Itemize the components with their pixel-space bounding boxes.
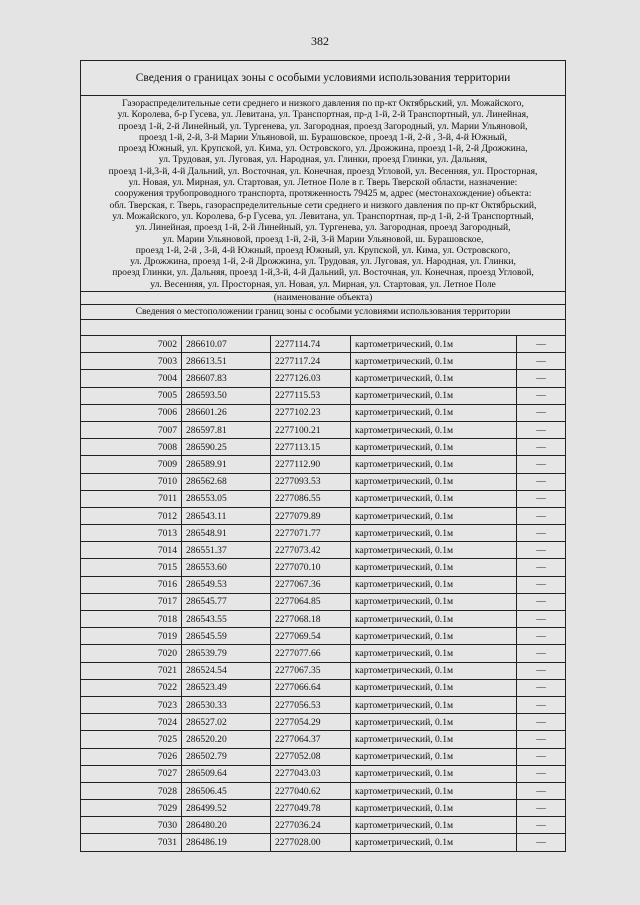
point-number-cell: 7008 [81,439,182,456]
x-coordinate-cell: 286499.52 [182,800,271,817]
y-coordinate-cell: 2277068.18 [271,611,351,628]
description-line: ул. Марии Ульяновой, проезд 1-й, 2-й, 3-й Марии Ульяновой, ш. Бурашовское, [162,233,484,245]
document-title: Сведения о границах зоны с особыми условиями использования территории [81,61,565,96]
description-cell: — [517,542,566,559]
description-line: проезд Южный, ул. Крупской, ул. Кима, ул. Островского, ул. Дрожжина, проезд 1-й, 2-й Дрожжина, [118,143,528,155]
table-row [81,370,565,387]
description-cell: — [517,387,566,404]
y-coordinate-cell: 2277071.77 [271,525,351,542]
point-number-cell: 7026 [81,748,182,765]
y-coordinate-cell: 2277073.42 [271,542,351,559]
y-coordinate-cell: 2277040.62 [271,782,351,799]
description-line: проезд 1-й, 2-й Линейный, ул. Тургенева, ул. Загородная, проезд Загородный, ул. Марии Ульяновой, [118,120,528,132]
description-cell: — [517,576,566,593]
x-coordinate-cell: 286486.19 [182,834,271,851]
point-number-cell: 7029 [81,800,182,817]
method-accuracy-cell: картометрический, 0.1м [351,834,517,851]
x-coordinate-cell: 286589.91 [182,456,271,473]
method-accuracy-cell: картометрический, 0.1м [351,593,517,610]
y-coordinate-cell: 2277086.55 [271,490,351,507]
point-number-cell: 7005 [81,387,182,404]
method-accuracy-cell: картометрический, 0.1м [351,370,517,387]
method-accuracy-cell: картометрический, 0.1м [351,679,517,696]
y-coordinate-cell: 2277093.53 [271,473,351,490]
description-cell: — [517,782,566,799]
y-coordinate-cell: 2277028.00 [271,834,351,851]
point-number-cell: 7002 [81,336,182,353]
description-cell: — [517,731,566,748]
description-cell: — [517,696,566,713]
y-coordinate-cell: 2277067.35 [271,662,351,679]
x-coordinate-cell: 286551.37 [182,542,271,559]
y-coordinate-cell: 2277049.78 [271,800,351,817]
point-number-cell: 7023 [81,696,182,713]
x-coordinate-cell: 286590.25 [182,439,271,456]
point-number-cell: 7014 [81,542,182,559]
x-coordinate-cell: 286545.59 [182,628,271,645]
page-number: 382 [311,34,329,48]
description-line: ул. Линейная, проезд 1-й, 2-й Линейный, ул. Тургенева, ул. Загородная, проезд Загородный, [135,222,511,234]
point-number-cell: 7003 [81,353,182,370]
description-cell: — [517,336,566,353]
description-cell: — [517,714,566,731]
x-coordinate-cell: 286543.55 [182,611,271,628]
table-row [81,765,565,782]
point-number-cell: 7027 [81,765,182,782]
zone-info-frame [80,60,566,852]
table-row [81,628,565,645]
coordinates-table-body [81,336,565,851]
x-coordinate-cell: 286527.02 [182,714,271,731]
description-line: сооружения трубопроводного транспорта, протяженность 79425 м, адрес (местонахождение) объекта: [114,188,532,200]
point-number-cell: 7011 [81,490,182,507]
y-coordinate-cell: 2277069.54 [271,628,351,645]
y-coordinate-cell: 2277052.08 [271,748,351,765]
object-name-caption: (наименование объекта) [81,292,565,305]
x-coordinate-cell: 286520.20 [182,731,271,748]
description-line: обл. Тверская, г. Тверь, газораспределительные сети среднего и низкого давления по пр-кт Октябрьский, [109,199,537,211]
table-row [81,800,565,817]
method-accuracy-cell: картометрический, 0.1м [351,353,517,370]
point-number-cell: 7009 [81,456,182,473]
table-row [81,576,565,593]
description-line: ул. Дрожжина, проезд 1-й, 2-й Дрожжина, ул. Трудовая, ул. Луговая, ул. Народная, ул. Глинки, [130,256,516,268]
y-coordinate-cell: 2277126.03 [271,370,351,387]
point-number-cell: 7017 [81,593,182,610]
x-coordinate-cell: 286553.60 [182,559,271,576]
table-header-spacer [81,320,565,336]
method-accuracy-cell: картометрический, 0.1м [351,439,517,456]
x-coordinate-cell: 286607.83 [182,370,271,387]
point-number-cell: 7020 [81,645,182,662]
table-row [81,645,565,662]
y-coordinate-cell: 2277114.74 [271,336,351,353]
description-line: проезд Глинки, ул. Дальняя, проезд 1-й,3-й, 4-й Дальний, ул. Восточная, ул. Конечная, проезд Угловой, [112,267,534,279]
table-row [81,404,565,421]
description-cell: — [517,679,566,696]
description-line: ул. Новая, ул. Мирная, ул. Стартовая, ул. Летное Поле в г. Тверь Тверской области, назначение: [128,177,518,189]
y-coordinate-cell: 2277036.24 [271,817,351,834]
y-coordinate-cell: 2277043.03 [271,765,351,782]
method-accuracy-cell: картометрический, 0.1м [351,421,517,438]
description-cell: — [517,421,566,438]
table-row [81,748,565,765]
table-row [81,456,565,473]
x-coordinate-cell: 286509.64 [182,765,271,782]
table-row [81,611,565,628]
x-coordinate-cell: 286601.26 [182,404,271,421]
y-coordinate-cell: 2277117.24 [271,353,351,370]
object-description [81,96,565,292]
method-accuracy-cell: картометрический, 0.1м [351,576,517,593]
method-accuracy-cell: картометрический, 0.1м [351,662,517,679]
point-number-cell: 7007 [81,421,182,438]
x-coordinate-cell: 286480.20 [182,817,271,834]
description-line: ул. Можайского, ул. Королева, б-р Гусева, ул. Левитана, ул. Транспортная, пр-д 1-й, 2-й Транспортный, [112,210,534,222]
description-cell: — [517,628,566,645]
table-row [81,490,565,507]
y-coordinate-cell: 2277056.53 [271,696,351,713]
point-number-cell: 7028 [81,782,182,799]
x-coordinate-cell: 286524.54 [182,662,271,679]
y-coordinate-cell: 2277113.15 [271,439,351,456]
method-accuracy-cell: картометрический, 0.1м [351,817,517,834]
method-accuracy-cell: картометрический, 0.1м [351,456,517,473]
point-number-cell: 7018 [81,611,182,628]
y-coordinate-cell: 2277100.21 [271,421,351,438]
method-accuracy-cell: картометрический, 0.1м [351,387,517,404]
x-coordinate-cell: 286543.11 [182,507,271,524]
description-line: проезд 1-й, 2-й , 3-й, 4-й Южный, проезд Южный, ул. Крупской, ул. Кима, ул. Островского, [135,244,511,256]
table-row [81,336,565,353]
method-accuracy-cell: картометрический, 0.1м [351,696,517,713]
description-line: ул. Весенняя, ул. Просторная, ул. Новая, ул. Мирная, ул. Стартовая, ул. Летное Поле [150,278,496,290]
y-coordinate-cell: 2277066.64 [271,679,351,696]
table-row [81,439,565,456]
description-cell: — [517,834,566,851]
description-cell: — [517,404,566,421]
description-cell: — [517,490,566,507]
point-number-cell: 7016 [81,576,182,593]
x-coordinate-cell: 286553.05 [182,490,271,507]
table-row [81,559,565,576]
table-row [81,817,565,834]
table-row [81,679,565,696]
y-coordinate-cell: 2277070.10 [271,559,351,576]
description-cell: — [517,817,566,834]
method-accuracy-cell: картометрический, 0.1м [351,542,517,559]
description-cell: — [517,525,566,542]
table-row [81,834,565,851]
method-accuracy-cell: картометрический, 0.1м [351,645,517,662]
y-coordinate-cell: 2277054.29 [271,714,351,731]
description-cell: — [517,353,566,370]
description-cell: — [517,593,566,610]
method-accuracy-cell: картометрический, 0.1м [351,559,517,576]
method-accuracy-cell: картометрический, 0.1м [351,714,517,731]
description-line: ул. Королева, б-р Гусева, ул. Левитана, ул. Транспортная, пр-д 1-й, 2-й Транспортный, ул. Линейная, [117,109,529,121]
method-accuracy-cell: картометрический, 0.1м [351,765,517,782]
x-coordinate-cell: 286549.53 [182,576,271,593]
table-row [81,525,565,542]
description-cell: — [517,645,566,662]
x-coordinate-cell: 286506.45 [182,782,271,799]
method-accuracy-cell: картометрический, 0.1м [351,336,517,353]
x-coordinate-cell: 286545.77 [182,593,271,610]
method-accuracy-cell: картометрический, 0.1м [351,525,517,542]
point-number-cell: 7015 [81,559,182,576]
point-number-cell: 7030 [81,817,182,834]
point-number-cell: 7010 [81,473,182,490]
table-row [81,507,565,524]
description-cell: — [517,370,566,387]
description-cell: — [517,765,566,782]
location-section-header: Сведения о местоположении границ зоны с особыми условиями использования территории [81,305,565,320]
description-cell: — [517,748,566,765]
description-cell: — [517,473,566,490]
x-coordinate-cell: 286613.51 [182,353,271,370]
point-number-cell: 7031 [81,834,182,851]
description-cell: — [517,800,566,817]
y-coordinate-cell: 2277064.85 [271,593,351,610]
x-coordinate-cell: 286548.91 [182,525,271,542]
point-number-cell: 7012 [81,507,182,524]
table-row [81,542,565,559]
table-row [81,714,565,731]
x-coordinate-cell: 286562.68 [182,473,271,490]
method-accuracy-cell: картометрический, 0.1м [351,473,517,490]
description-cell: — [517,559,566,576]
description-cell: — [517,456,566,473]
point-number-cell: 7013 [81,525,182,542]
x-coordinate-cell: 286610.07 [182,336,271,353]
x-coordinate-cell: 286593.50 [182,387,271,404]
point-number-cell: 7019 [81,628,182,645]
x-coordinate-cell: 286539.79 [182,645,271,662]
description-line: проезд 1-й,3-й, 4-й Дальний, ул. Восточная, ул. Конечная, проезд Угловой, ул. Весенняя, ул. Просторная, [108,165,538,177]
x-coordinate-cell: 286502.79 [182,748,271,765]
y-coordinate-cell: 2277064.37 [271,731,351,748]
table-row [81,782,565,799]
description-cell: — [517,611,566,628]
table-row [81,353,565,370]
description-cell: — [517,439,566,456]
method-accuracy-cell: картометрический, 0.1м [351,800,517,817]
table-row [81,662,565,679]
method-accuracy-cell: картометрический, 0.1м [351,404,517,421]
y-coordinate-cell: 2277115.53 [271,387,351,404]
point-number-cell: 7021 [81,662,182,679]
table-row [81,421,565,438]
point-number-cell: 7006 [81,404,182,421]
description-line: ул. Трудовая, ул. Луговая, ул. Народная, ул. Глинки, проезд Глинки, ул. Дальняя, [158,154,488,166]
method-accuracy-cell: картометрический, 0.1м [351,628,517,645]
y-coordinate-cell: 2277077.66 [271,645,351,662]
coordinates-table [81,336,565,851]
method-accuracy-cell: картометрический, 0.1м [351,782,517,799]
point-number-cell: 7024 [81,714,182,731]
table-row [81,473,565,490]
y-coordinate-cell: 2277079.89 [271,507,351,524]
table-row [81,731,565,748]
table-row [81,696,565,713]
point-number-cell: 7025 [81,731,182,748]
method-accuracy-cell: картометрический, 0.1м [351,490,517,507]
table-row [81,593,565,610]
method-accuracy-cell: картометрический, 0.1м [351,611,517,628]
x-coordinate-cell: 286523.49 [182,679,271,696]
x-coordinate-cell: 286597.81 [182,421,271,438]
method-accuracy-cell: картометрический, 0.1м [351,507,517,524]
y-coordinate-cell: 2277112.90 [271,456,351,473]
x-coordinate-cell: 286530.33 [182,696,271,713]
method-accuracy-cell: картометрический, 0.1м [351,731,517,748]
y-coordinate-cell: 2277102.23 [271,404,351,421]
description-line: Газораспределительные сети среднего и низкого давления по пр-кт Октябрьский, ул. Можайского, [122,98,524,109]
description-cell: — [517,662,566,679]
description-cell: — [517,507,566,524]
description-line: проезд 1-й, 2-й, 3-й Марии Ульяновой, ш. Бурашовское, проезд 1-й, 2-й , 3-й, 4-й Южный, [138,131,508,143]
y-coordinate-cell: 2277067.36 [271,576,351,593]
point-number-cell: 7022 [81,679,182,696]
method-accuracy-cell: картометрический, 0.1м [351,748,517,765]
table-row [81,387,565,404]
point-number-cell: 7004 [81,370,182,387]
